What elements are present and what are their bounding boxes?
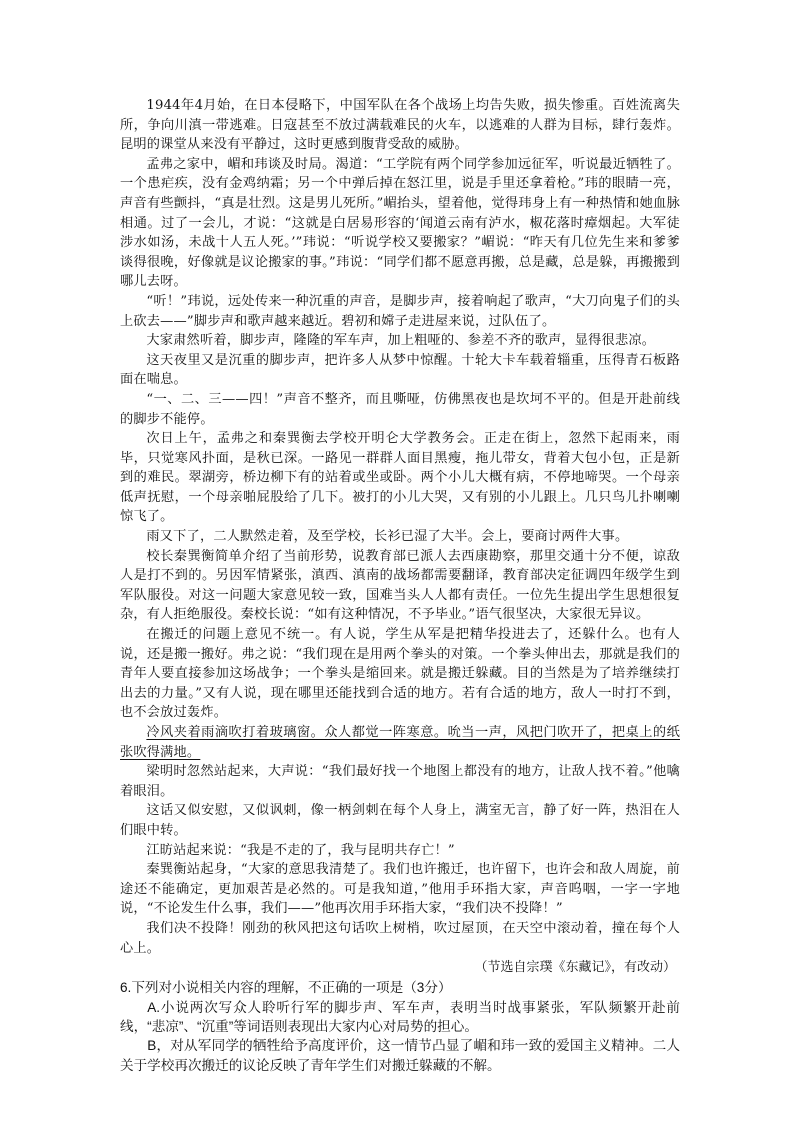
paragraph: 雨又下了，二人默然走着，及至学校，长衫已湿了大半。会上，要商讨两件大事。	[146, 529, 629, 545]
question-option-a: A.小说两次写众人聆听行军的脚步声、军车声，表明当时战事紧张，军队频繁开赴前线，“悲凉”、“沉重”等词语则表现出大家内心对局势的担心。	[120, 999, 680, 1034]
underlined-paragraph: 冷风夹着雨滴吹打着玻璃窗。众人都觉一阵寒意。吮当一声，风把门吹开了，把桌上的纸张吹得满地。	[120, 725, 680, 760]
paragraph: “听！”玮说，远处传来一种沉重的声音，是脚步声，接着响起了歌声，“大刀向鬼子们的头上砍去——”脚步声和歌声越来越近。碧初和嫦子走进屋来说，过队伍了。	[120, 293, 680, 329]
question-block	[120, 978, 680, 1075]
paragraph: “一、二、三——四！”声音不整齐，而且嘶哑，仿佛黑夜也是坎坷不平的。但是开赴前线的脚步不能停。	[120, 391, 680, 427]
paragraph: 次日上午，孟弗之和秦巽衡去学校开明仑大学教务会。正走在街上，忽然下起雨来，雨毕，只觉寒风扑面，是秋已深。一路见一群群人面目黑瘦，拖儿带女，背着大包小包，正是新到的难民。翠湖旁，桥边柳下有的站着或坐或卧。两个小儿大概有病，不停地啼哭。一个母亲低声抚慰，一个母亲啪屁股给了几下。被打的小儿大哭，又有别的小儿跟上。几只鸟儿扑喇喇惊飞了。	[120, 431, 680, 525]
paragraph: 校长秦巽衡简单介绍了当前形势，说教育部已派人去西康勘察，那里交通十分不便，谅敌人是打不到的。另因军情紧张，滇西、滇南的战场都需要翻译，教育部决定征调四年级学生到军队服役。对这一问题大家意见较一致，国难当头人人都有责任。一位先生提出学生思想很复杂，有人拒绝服役。秦校长说：“如有这种情况，不予毕业。”语气很坚决，大家很无异议。	[120, 548, 680, 623]
question-title: 6.下列对小说相关内容的理解，不正确的一项是（3分）	[120, 980, 452, 996]
source-citation: （节选自宗璞《东藏记》，有改动）	[474, 960, 676, 976]
paragraph: 这话又似安慰，又似讽刺，像一柄剑刺在每个人身上，满室无言，静了好一阵，热泪在人们眼中转。	[120, 803, 680, 838]
paragraph: 1944年4月始，在日本侵略下，中国军队在各个战场上均告失败，损失惨重。百姓流离失所，争向川滇一带逃难。日寇甚至不放过满载难民的火车，以逃难的人群为目标，肆行轰炸。昆明的课堂从来没有平静过，这时更感到腹背受敌的威胁。	[120, 98, 680, 153]
paragraph: 孟弗之家中，嵋和玮谈及时局。渴道：“工学院有两个同学参加远征军，听说最近牺牲了。一个患疟疾，没有金鸡纳霜；另一个中弹后掉在怒江里，说是手里还拿着枪。”玮的眼睛一亮，声音有些颤抖，“真是壮烈。这是男儿死所。”嵋抬头，望着他，觉得玮身上有一种热情和她血脉相通。过了一会儿，才说：“这就是白居易形容的‘闻道云南有泸水，椒花落时瘴烟起。大军徒涉水如汤，未战十人五人死。’”玮说：“听说学校又要搬家？”嵋说：“昨天有几位先生来和爹爹谈得很晚，好像就是议论搬家的事。”玮说：“同学们都不愿意再搬，总是藏，总是躲，再搬搬到哪儿去呀。	[120, 156, 680, 290]
story-body	[120, 96, 680, 958]
paragraph: 大家肃然听着，脚步声，隆隆的军车声，加上粗哑的、参差不齐的歌声，显得很悲凉。	[146, 333, 656, 349]
question-option-b: B，对从军同学的牺牲给予高度评价，这一情节凸显了嵋和玮一致的爱国主义精神。二人关于学校再次搬迁的议论反映了青年学生们对搬迁躲藏的不解。	[120, 1038, 680, 1073]
paragraph: 梁明时忽然站起来，大声说：“我们最好找一个地图上都没有的地方，让敌人找不着。”他噙着眼泪。	[120, 764, 680, 799]
paragraph: 在搬迁的问题上意见不统一。有人说，学生从军是把精华投进去了，还躲什么。也有人说，还是搬一搬好。弗之说：“我们现在是用两个拳头的对策。一个拳头伸出去，那就是我们的青年人要直接参加这场战争；一个拳头是缩回来。就是搬迁躲藏。目的当然是为了培养继续打出去的力量。”又有人说，现在哪里还能找到合适的地方。若有合适的地方，敌人一时打不到，也不会放过轰炸。	[120, 627, 680, 721]
paragraph: 这天夜里又是沉重的脚步声，把许多人从梦中惊醒。十轮大卡车载着辎重，压得青石板路面在喘息。	[120, 352, 680, 388]
paragraph: 江昉站起来说：“我是不走的了，我与昆明共存亡！”	[146, 842, 455, 858]
paragraph: 秦巽衡站起身，“大家的意思我清楚了。我们也许搬迁，也许留下，也许会和敌人周旋，前途还不能确定，更加艰苦是必然的。可是我知道，”他用手环指大家，声音呜咽，一字一字地说，“不论发生什么事，我们——”他再次用手环指大家，“我们决不投降！”	[120, 862, 680, 917]
document-page	[120, 96, 680, 1075]
paragraph: 我们决不投降！刚劲的秋风把这句话吹上树梢，吹过屋顶，在天空中滚动着，撞在每个人心上。	[120, 920, 680, 956]
